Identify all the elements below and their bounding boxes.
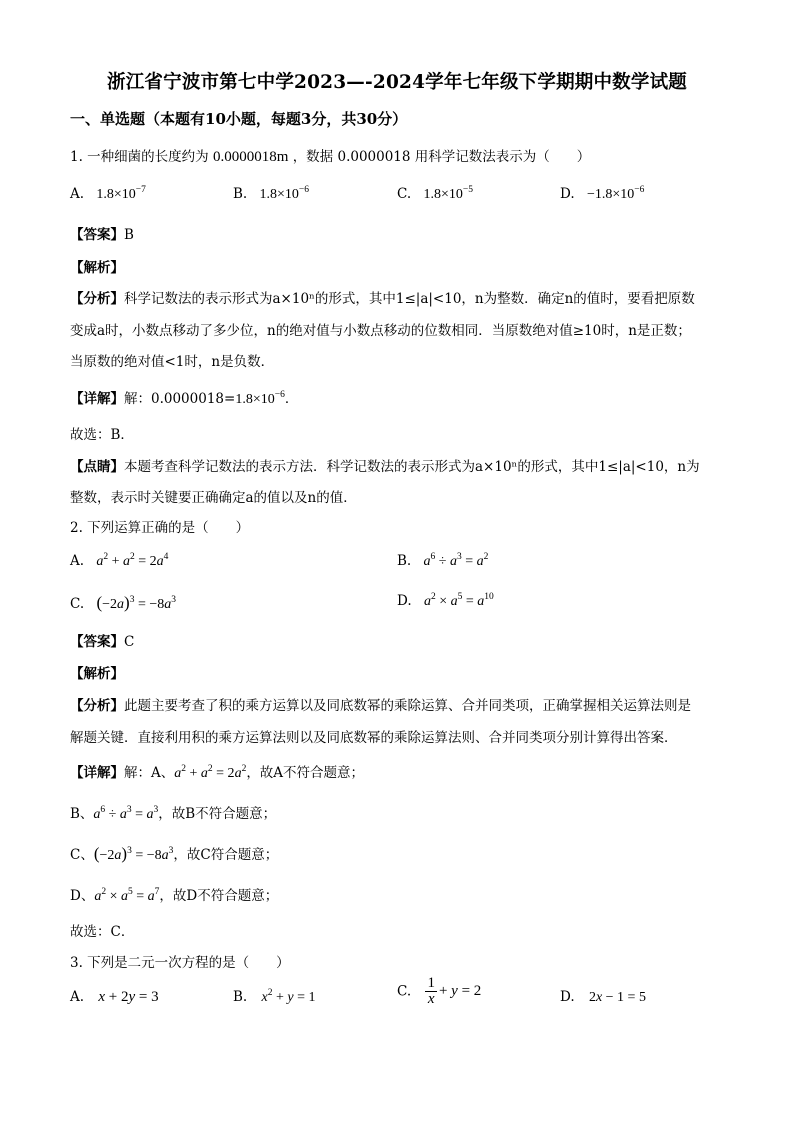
q2-choose: 故选：C． [70,924,135,940]
q2-option-c[interactable]: C. $(-2a)^3 = -8a^3$ [70,593,176,612]
q2-option-a[interactable]: A. $a^2 + a^2 = 2a^4$ [70,552,169,569]
q1-fenxi-line-2: 变成a时，小数点移动了多少位，n的绝对值与小数点移动的位数相同．当原数绝对值≥10时，n是正数； [70,323,691,339]
q1-option-a[interactable]: A. $1.8\times 10^{-7}$ [70,185,146,202]
q1-choose: 故选：B． [70,427,134,443]
q2-option-d[interactable]: D. $a^2 \times a^5 = a^{10}$ [397,592,494,609]
q2-answer: 【答案】C [70,634,135,650]
q1-dianjing-line-2: 整数，表示时关键要正确确定a的值以及n的值． [70,490,357,506]
question-2-stem: 2. 下列运算正确的是（ ） [70,520,250,536]
q2-detail-b: B、$a^6 \div a^3 = a^3$，故B不符合题意； [70,805,277,822]
q1-fenxi-line-1: 【分析】科学记数法的表示形式为a×10ⁿ的形式，其中1≤|a|<10，n为整数．确定n的值时，要看把原数 [70,291,695,307]
q2-fenxi-line-2: 解题关键．直接利用积的乘方运算法则以及同底数幂的乘除运算法则、合并同类项分别计算得出答案． [70,730,678,746]
q1-option-c[interactable]: C. $1.8\times 10^{-5}$ [397,185,473,202]
page-title: 浙江省宁波市第七中学2023—-2024学年七年级下学期期中数学试题 [107,72,687,93]
q2-analysis-tag: 【解析】 [70,666,124,682]
q2-detail-d: D、$a^2 \times a^5 = a^7$，故D不符合题意； [70,887,279,904]
q2-detail-c: C、$(-2a)^3 = -8a^3$，故C符合题意； [70,844,279,863]
question-1-stem: 1. 一种细菌的长度约为 0.0000018m ，数据 0.0000018 用科学记数法表示为（ ） [70,149,591,165]
q1-dianjing-line-1: 【点睛】本题考查科学记数法的表示方法．科学记数法的表示形式为a×10ⁿ的形式，其中1≤|a|<10，n为 [70,459,700,475]
question-3-stem: 3. 下列是二元一次方程的是（ ） [70,955,290,971]
q3-option-d[interactable]: D. 2x − 1 = 5 [560,989,646,1005]
q1-answer: 【答案】B [70,227,134,243]
q1-fenxi-line-3: 当原数的绝对值<1时，n是负数． [70,354,275,370]
q2-fenxi-line-1: 【分析】此题主要考查了积的乘方运算以及同底数幂的乘除运算、合并同类项，正确掌握相关运算法则是 [70,698,691,714]
q1-analysis-tag: 【解析】 [70,260,124,276]
q3-option-a[interactable]: A. x + 2y = 3 [70,989,159,1005]
q1-option-b[interactable]: B. $1.8\times 10^{-6}$ [233,185,310,202]
q2-option-b[interactable]: B. $a^6 \div a^3 = a^2$ [397,552,489,569]
q2-detail-a: 【详解】解：A、$a^2 + a^2 = 2a^2$，故A不符合题意； [70,764,365,781]
q1-option-d[interactable]: D. $-1.8\times 10^{-6}$ [560,185,645,202]
section-heading: 一、单选题（本题有10小题，每题3分，共30分） [70,110,408,128]
q1-detail: 【详解】解：$0.0000018=1.8\times 10^{-6}$． [70,390,299,407]
q3-option-b[interactable]: B. $x^2 + y = 1$ [233,988,316,1005]
q3-option-c[interactable]: C. $\frac{1}{x}$ + y = 2 [397,975,482,1007]
